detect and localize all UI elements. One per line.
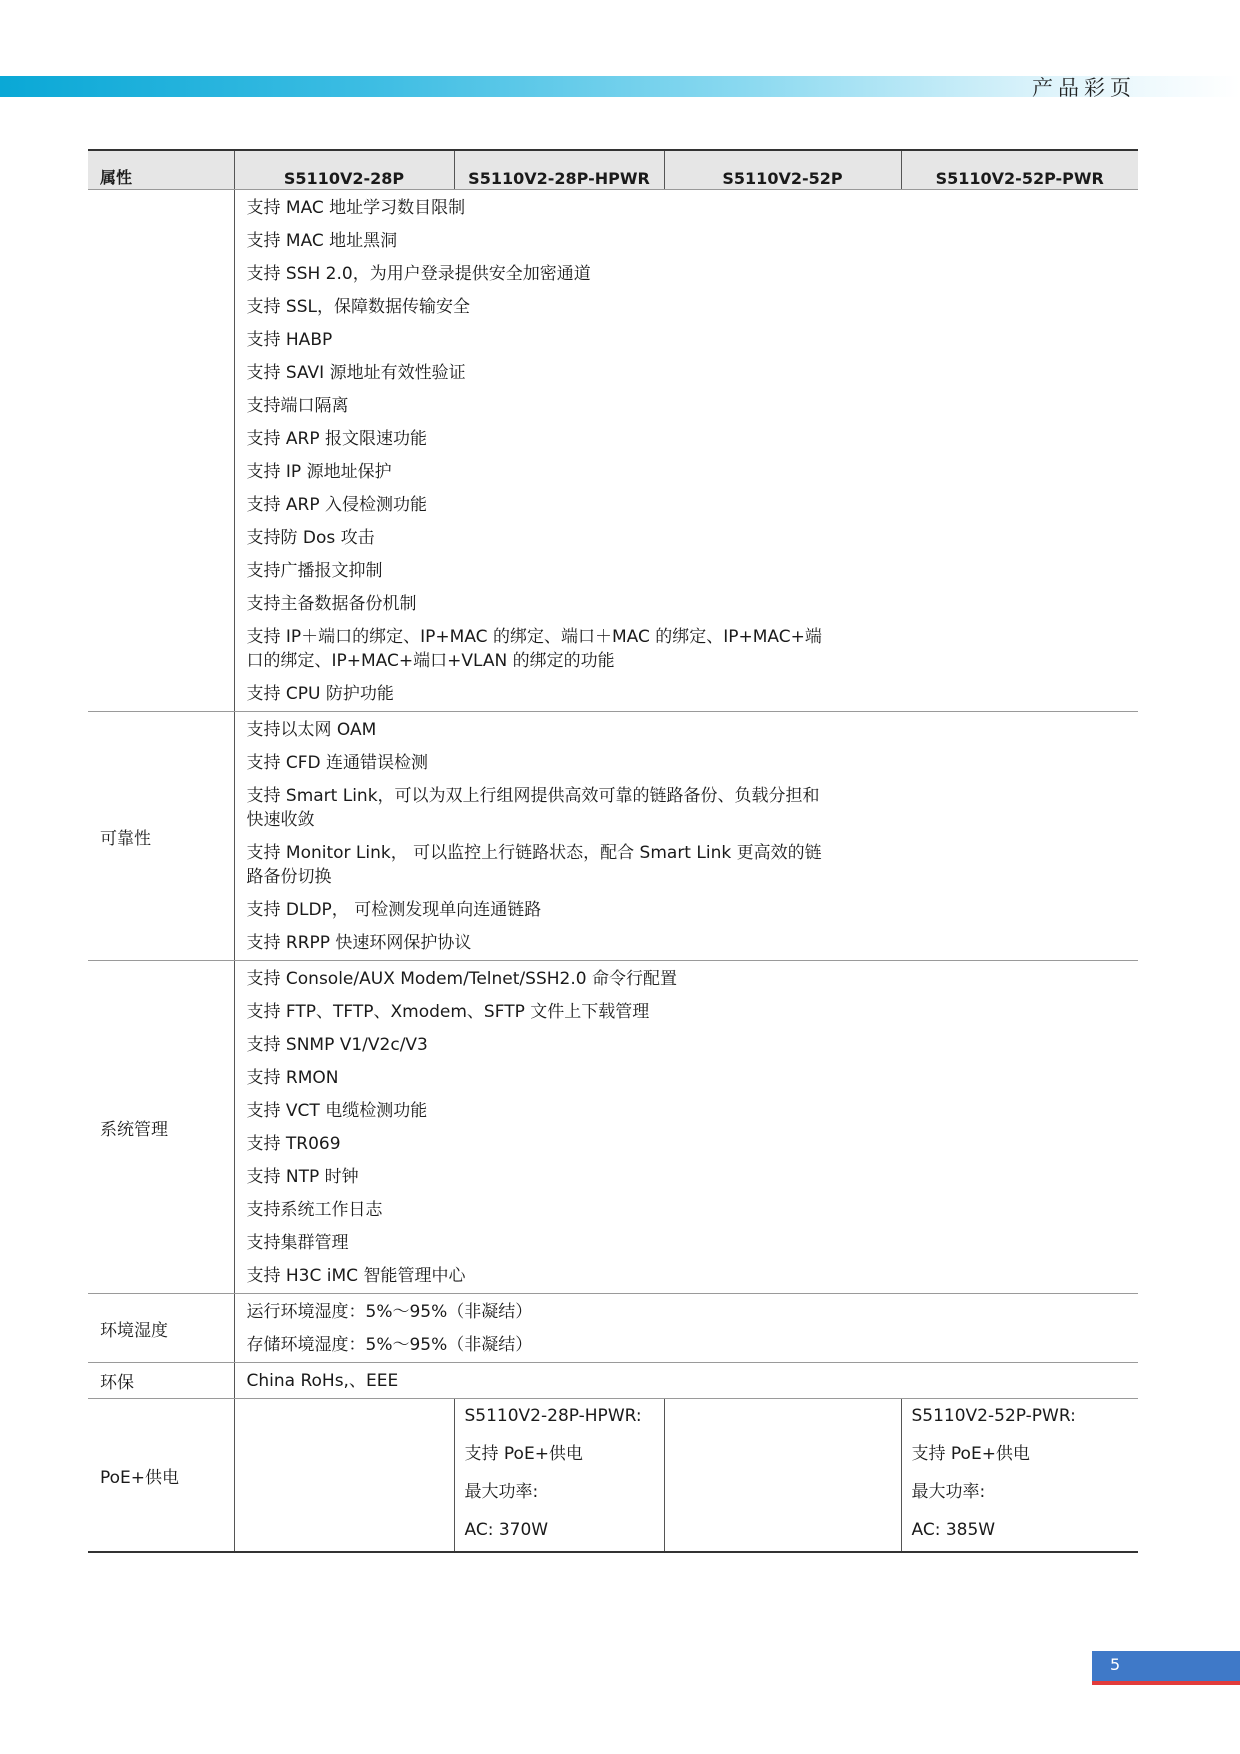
page-number: 5	[1110, 1655, 1121, 1674]
list-item: 支持 IP＋端口的绑定、IP+MAC 的绑定、端口＋MAC 的绑定、IP+MAC+端口的绑定、IP+MAC+端口+VLAN 的绑定的功能	[246, 627, 822, 671]
list-item: 支持防 Dos 攻击	[246, 528, 375, 548]
poe-pwr-support: 支持 PoE+供电	[911, 1444, 1030, 1464]
list-item: 支持 RRPP 快速环网保护协议	[246, 933, 472, 953]
list-item: 支持 SSL，保障数据传输安全	[246, 297, 470, 317]
poe-hpwr-max-label: 最大功率:	[464, 1482, 539, 1502]
poe-pwr-ac: AC: 385W	[911, 1520, 996, 1540]
table-header-row	[88, 150, 1138, 190]
page-number-underline	[1092, 1681, 1240, 1685]
poe-row	[88, 1399, 1138, 1553]
poe-hpwr-ac: AC: 370W	[464, 1520, 549, 1540]
humidity-items	[234, 1294, 1138, 1363]
header-model-52p: S5110V2-52P	[664, 150, 901, 190]
poe-label: PoE+供电	[88, 1399, 234, 1553]
list-item: 支持 TR069	[246, 1134, 341, 1154]
management-items	[234, 961, 1138, 1294]
page-header-title: 产品彩页	[1032, 76, 1136, 100]
list-item: 支持 SAVI 源地址有效性验证	[246, 363, 466, 383]
list-item: 支持 RMON	[246, 1068, 339, 1088]
header-attribute: 属性	[88, 150, 234, 190]
list-item: 支持 Console/AUX Modem/Telnet/SSH2.0 命令行配置	[246, 969, 677, 989]
page-number-box	[1092, 1651, 1240, 1681]
security-items	[234, 190, 1138, 712]
reliability-label: 可靠性	[88, 712, 234, 961]
environment-row	[88, 1363, 1138, 1399]
header-model-52p-pwr: S5110V2-52P-PWR	[901, 150, 1138, 190]
list-item: 支持 MAC 地址学习数目限制	[246, 198, 466, 218]
list-item: 支持端口隔离	[246, 396, 349, 416]
poe-hpwr-model: S5110V2-28P-HPWR:	[464, 1406, 642, 1426]
list-item: 支持 IP 源地址保护	[246, 462, 392, 482]
list-item: 支持 DLDP， 可检测发现单向连通链路	[246, 900, 542, 920]
security-label	[88, 190, 234, 712]
list-item: 支持 VCT 电缆检测功能	[246, 1101, 428, 1121]
list-item: 支持 CPU 防护功能	[246, 684, 394, 704]
list-item: 存储环境湿度：5%～95%（非凝结）	[246, 1335, 533, 1355]
humidity-label: 环境湿度	[88, 1294, 234, 1363]
environment-items	[234, 1363, 1138, 1399]
list-item: 支持广播报文抑制	[246, 561, 383, 581]
header-model-28p-hpwr: S5110V2-28P-HPWR	[454, 150, 664, 190]
reliability-items	[234, 712, 1138, 961]
spec-table	[88, 149, 1138, 1553]
poe-pwr-max-label: 最大功率:	[911, 1482, 986, 1502]
reliability-row	[88, 712, 1138, 961]
management-row	[88, 961, 1138, 1294]
list-item: 支持 SSH 2.0，为用户登录提供安全加密通道	[246, 264, 591, 284]
list-item: 支持 HABP	[246, 330, 333, 350]
list-item: 支持 ARP 报文限速功能	[246, 429, 428, 449]
list-item: 支持 Smart Link，可以为双上行组网提供高效可靠的链路备份、负载分担和快速收敛	[246, 786, 820, 830]
list-item: 支持以太网 OAM	[246, 720, 377, 740]
list-item: 支持 Monitor Link， 可以监控上行链路状态，配合 Smart Link 更高效的链路备份切换	[246, 843, 822, 887]
poe-pwr-model: S5110V2-52P-PWR:	[911, 1406, 1076, 1426]
humidity-row	[88, 1294, 1138, 1363]
management-label: 系统管理	[88, 961, 234, 1294]
header-model-28p: S5110V2-28P	[234, 150, 454, 190]
list-item: 支持 ARP 入侵检测功能	[246, 495, 428, 515]
poe-cell-52p-pwr	[901, 1399, 1138, 1553]
list-item: 支持 MAC 地址黑洞	[246, 231, 398, 251]
security-row	[88, 190, 1138, 712]
list-item: 支持 H3C iMC 智能管理中心	[246, 1266, 466, 1286]
list-item: 支持 NTP 时钟	[246, 1167, 359, 1187]
environment-value: China RoHs,、EEE	[246, 1371, 399, 1391]
list-item: 支持 SNMP V1/V2c/V3	[246, 1035, 428, 1055]
list-item: 支持集群管理	[246, 1233, 349, 1253]
poe-cell-28p-hpwr	[454, 1399, 664, 1553]
list-item: 支持主备数据备份机制	[246, 594, 417, 614]
poe-cell-28p	[234, 1399, 454, 1553]
list-item: 支持系统工作日志	[246, 1200, 383, 1220]
list-item: 支持 CFD 连通错误检测	[246, 753, 429, 773]
poe-cell-52p	[664, 1399, 901, 1553]
environment-label: 环保	[88, 1363, 234, 1399]
list-item: 支持 FTP、TFTP、Xmodem、SFTP 文件上下载管理	[246, 1002, 650, 1022]
list-item: 运行环境湿度：5%～95%（非凝结）	[246, 1302, 533, 1322]
poe-hpwr-support: 支持 PoE+供电	[464, 1444, 583, 1464]
